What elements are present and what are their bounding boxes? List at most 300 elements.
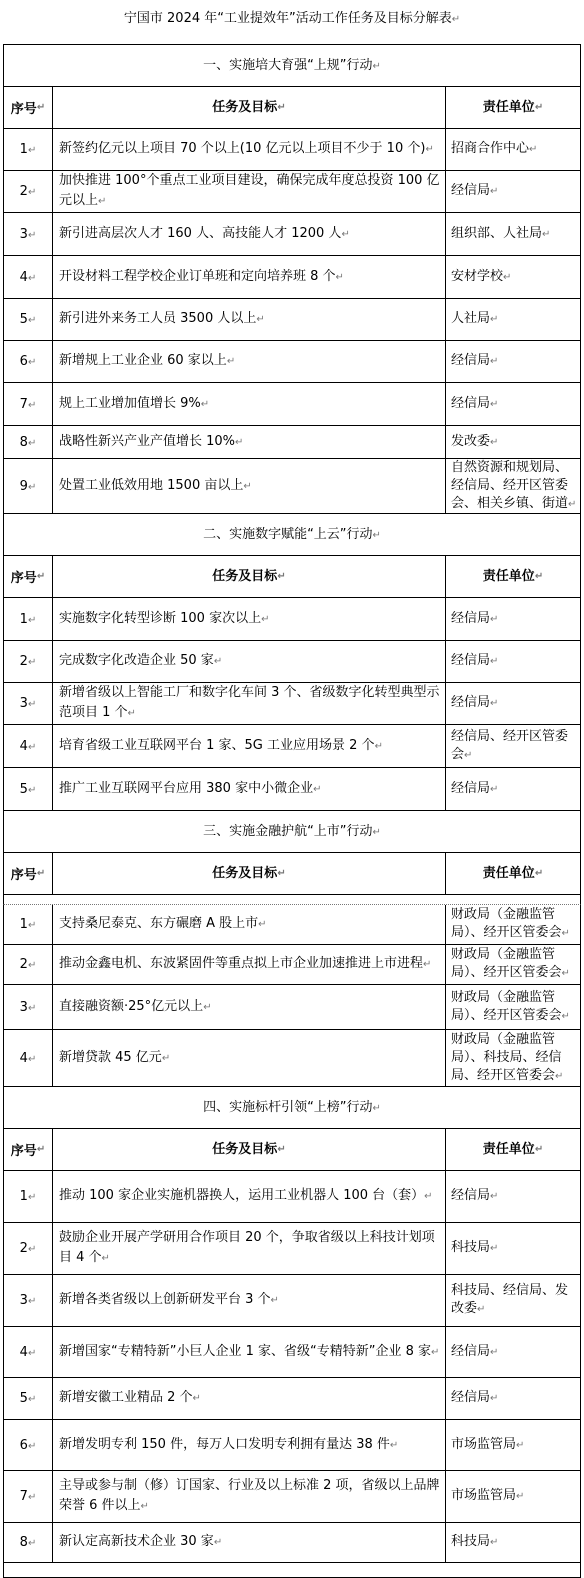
task-target-cell xyxy=(53,1030,446,1086)
row-number-cell xyxy=(4,945,53,984)
responsible-unit-content xyxy=(451,225,550,244)
task-target-content xyxy=(59,394,209,415)
section-heading-text: 三、实施金融护航“上市”行动 xyxy=(203,824,373,839)
paragraph-mark: ↵ xyxy=(27,1244,37,1255)
paragraph-mark: ↵ xyxy=(98,196,107,207)
responsible-unit-cell xyxy=(446,1420,580,1470)
row-number-cell xyxy=(4,129,53,170)
section-heading xyxy=(4,45,580,87)
row-number-content xyxy=(20,1051,37,1066)
section-heading xyxy=(4,1087,580,1129)
paragraph-mark: ↵ xyxy=(27,1440,37,1452)
column-header-unit xyxy=(446,853,580,894)
task-target-content xyxy=(59,351,235,372)
responsible-unit-content xyxy=(451,268,511,287)
responsible-unit-content xyxy=(451,1239,498,1258)
paragraph-mark: ↵ xyxy=(561,1010,570,1022)
row-number-cell xyxy=(4,341,53,382)
responsible-unit-cell xyxy=(446,945,580,984)
responsible-unit: 经信局 xyxy=(451,610,491,626)
row-number: 7 xyxy=(19,396,28,412)
paragraph-mark: ↵ xyxy=(490,1191,499,1202)
task-target-cell xyxy=(53,213,446,255)
column-header-row xyxy=(4,556,580,598)
paragraph-mark: ↵ xyxy=(534,867,544,879)
row-number-cell xyxy=(4,768,53,810)
row-number-content xyxy=(20,270,37,285)
row-number: 3 xyxy=(19,1293,28,1308)
paragraph-mark: ↵ xyxy=(270,1295,279,1306)
column-header-unit xyxy=(446,1129,580,1170)
row-number: 4 xyxy=(19,1050,28,1066)
row-number-content xyxy=(20,612,37,627)
paragraph-mark: ↵ xyxy=(27,1002,37,1014)
table-row xyxy=(4,598,580,641)
responsible-unit: 经信局 xyxy=(451,1188,491,1203)
paragraph-mark: ↵ xyxy=(313,783,322,795)
row-number: 3 xyxy=(19,226,28,242)
responsible-unit-cell xyxy=(446,1223,580,1274)
responsible-unit-content xyxy=(451,1187,498,1206)
paragraph-mark: ↵ xyxy=(490,613,499,625)
table-row xyxy=(4,459,580,514)
column-header-no-text: 序号 xyxy=(10,571,37,586)
table-row xyxy=(4,768,580,811)
table-row xyxy=(4,945,580,985)
paragraph-mark: ↵ xyxy=(235,436,244,448)
task-target-content xyxy=(59,267,344,288)
paragraph-mark: ↵ xyxy=(431,1346,440,1358)
responsible-unit-content xyxy=(451,1343,498,1362)
task-target: 支持桑尼泰克、东方碾磨 A 股上市 xyxy=(59,916,259,931)
responsible-unit: 财政局（金融监管局）、经开区管委会 xyxy=(451,907,562,940)
paragraph-mark: ↵ xyxy=(27,614,37,626)
row-number-cell xyxy=(4,256,53,298)
paragraph-mark: ↵ xyxy=(27,657,37,668)
paragraph-mark: ↵ xyxy=(127,708,136,719)
paragraph-mark: ↵ xyxy=(36,1144,46,1155)
column-header-unit-text: 责任单位 xyxy=(482,568,535,584)
paragraph-mark: ↵ xyxy=(516,1491,525,1502)
responsible-unit: 发改委 xyxy=(451,433,491,449)
task-target-cell xyxy=(53,905,446,944)
row-number: 4 xyxy=(19,269,28,285)
task-target: 处置工业低效用地 1500 亩以上 xyxy=(59,477,244,493)
row-number-content xyxy=(20,739,37,754)
task-target-content xyxy=(59,1228,441,1269)
paragraph-mark: ↵ xyxy=(36,868,46,879)
task-target-content xyxy=(59,171,441,212)
paragraph-mark: ↵ xyxy=(490,436,499,448)
paragraph-mark: ↵ xyxy=(226,356,236,367)
row-number: 8 xyxy=(19,434,28,450)
task-target: 培育省级工业互联网平台 1 家、5G 工业应用场景 2 个 xyxy=(59,737,375,753)
column-header-unit xyxy=(446,87,580,128)
table-row xyxy=(4,1030,580,1087)
responsible-unit: 经信局 xyxy=(451,1343,491,1359)
column-header-no xyxy=(4,556,53,597)
row-number-cell xyxy=(4,598,53,640)
paragraph-mark: ↵ xyxy=(490,314,499,325)
paragraph-mark: ↵ xyxy=(27,784,37,796)
row-number-content xyxy=(20,917,37,932)
row-number: 3 xyxy=(19,999,28,1015)
responsible-unit-content xyxy=(451,395,498,414)
paragraph-mark: ↵ xyxy=(490,398,499,410)
task-target: 新认定高新技术企业 30 家 xyxy=(59,1534,214,1549)
responsible-unit-content xyxy=(451,1533,498,1552)
column-header-no xyxy=(4,1129,53,1170)
responsible-unit: 安材学校 xyxy=(451,268,504,284)
paragraph-mark: ↵ xyxy=(261,613,270,625)
task-target: 加快推进 100°个重点工业项目建设，确保完成年度总投资 100 亿元以上 xyxy=(59,173,440,208)
column-header-no xyxy=(4,87,53,128)
row-number: 2 xyxy=(19,957,28,972)
paragraph-mark: ↵ xyxy=(213,656,223,667)
row-number-cell xyxy=(4,683,53,724)
task-target: 完成数字化改造企业 50 家 xyxy=(59,653,214,668)
paragraph-mark: ↵ xyxy=(490,1243,499,1254)
task-target-content xyxy=(59,224,350,245)
paragraph-mark: ↵ xyxy=(27,1538,37,1549)
task-target-content xyxy=(59,997,212,1018)
responsible-unit-content xyxy=(451,433,498,452)
task-target-cell xyxy=(53,1223,446,1274)
task-target-cell xyxy=(53,1523,446,1562)
paragraph-mark: ↵ xyxy=(490,1537,499,1548)
column-header-no-text: 序号 xyxy=(10,868,37,883)
column-header-unit-text: 责任单位 xyxy=(482,99,535,115)
paragraph-mark: ↵ xyxy=(101,1253,110,1264)
row-number-content xyxy=(20,1438,37,1453)
row-number: 8 xyxy=(19,1535,28,1550)
task-target: 新引进外来务工人员 3500 人以上 xyxy=(59,311,257,326)
responsible-unit-content xyxy=(451,1436,524,1455)
task-target-cell xyxy=(53,171,446,212)
row-number-content xyxy=(20,435,37,450)
row-number-content xyxy=(20,184,37,199)
paragraph-mark: ↵ xyxy=(36,102,46,113)
table-row xyxy=(4,1523,580,1563)
column-header-unit xyxy=(446,556,580,597)
task-target-cell xyxy=(53,1420,446,1470)
column-header-task-text: 任务及目标 xyxy=(212,568,278,584)
paragraph-mark: ↵ xyxy=(424,1191,433,1202)
paragraph-mark: ↵ xyxy=(27,1394,37,1405)
task-target-content xyxy=(59,914,267,935)
task-target: 主导或参与制（修）订国家、行业及以上标准 2 项，省级以上品牌荣誉 6 件以上 xyxy=(59,1478,440,1513)
paragraph-mark: ↵ xyxy=(555,1070,564,1082)
row-number-cell xyxy=(4,1223,53,1274)
row-number: 9 xyxy=(19,478,28,494)
row-number-cell xyxy=(4,213,53,255)
task-target: 新增国家“专精特新”小巨人企业 1 家、省级“专精特新”企业 8 家 xyxy=(59,1343,432,1359)
table-part-1 xyxy=(3,44,581,904)
task-target: 推动 100 家企业实施机器换人，运用工业机器人 100 台（套） xyxy=(59,1188,425,1203)
row-number-cell xyxy=(4,1378,53,1419)
paragraph-mark: ↵ xyxy=(27,1347,37,1359)
paragraph-mark: ↵ xyxy=(451,14,461,25)
table-row xyxy=(4,383,580,426)
paragraph-mark: ↵ xyxy=(277,101,286,113)
paragraph-mark: ↵ xyxy=(490,698,499,709)
row-number-cell xyxy=(4,1420,53,1470)
responsible-unit-content xyxy=(451,1031,578,1086)
paragraph-mark: ↵ xyxy=(490,356,499,367)
row-number-cell xyxy=(4,459,53,513)
paragraph-mark: ↵ xyxy=(277,570,286,582)
table-row xyxy=(4,213,580,256)
row-number: 1 xyxy=(19,1189,28,1204)
document-title xyxy=(0,0,584,44)
responsible-unit-cell xyxy=(446,1030,580,1086)
paragraph-mark: ↵ xyxy=(27,357,37,368)
paragraph-mark: ↵ xyxy=(490,1393,499,1404)
task-target-cell xyxy=(53,945,446,984)
responsible-unit: 经信局 xyxy=(451,353,491,368)
task-target-cell xyxy=(53,641,446,682)
responsible-unit-content xyxy=(451,182,498,201)
task-target-content xyxy=(59,1388,201,1409)
responsible-unit: 经信局、经开区管委会 xyxy=(451,728,569,762)
column-header-row xyxy=(4,87,580,129)
task-target-cell xyxy=(53,426,446,458)
task-target-content xyxy=(59,476,252,497)
table-part-2 xyxy=(3,904,581,1578)
paragraph-mark: ↵ xyxy=(27,272,37,284)
paragraph-mark: ↵ xyxy=(27,1192,37,1203)
row-number-content xyxy=(20,1000,37,1015)
paragraph-mark: ↵ xyxy=(534,1143,544,1155)
row-number-cell xyxy=(4,725,53,767)
paragraph-mark: ↵ xyxy=(490,1346,499,1358)
task-target-cell xyxy=(53,129,446,170)
responsible-unit-cell xyxy=(446,171,580,212)
task-target-cell xyxy=(53,459,446,513)
table-row xyxy=(4,725,580,768)
paragraph-mark: ↵ xyxy=(27,437,37,449)
paragraph-mark: ↵ xyxy=(27,1492,37,1503)
row-number-cell xyxy=(4,1275,53,1326)
task-target-cell xyxy=(53,725,446,767)
column-header-task-text: 任务及目标 xyxy=(212,99,278,115)
paragraph-mark: ↵ xyxy=(140,1501,149,1512)
responsible-unit-cell xyxy=(446,985,580,1029)
table-row xyxy=(4,299,580,341)
responsible-unit: 市场监管局 xyxy=(451,1436,517,1452)
row-number-content xyxy=(20,397,37,412)
responsible-unit: 科技局 xyxy=(451,1240,491,1255)
row-number: 1 xyxy=(19,611,28,627)
paragraph-mark: ↵ xyxy=(335,271,344,283)
responsible-unit: 科技局、经信局、发改委 xyxy=(451,1283,569,1316)
document-title-text: 宁国市 2024 年“工业提效年”活动工作任务及目标分解表 xyxy=(123,11,452,26)
table-row xyxy=(4,905,580,945)
responsible-unit: 招商合作中心 xyxy=(451,141,530,156)
task-target: 新增贷款 45 亿元 xyxy=(59,1049,162,1065)
task-target-content xyxy=(59,309,265,330)
row-number-cell xyxy=(4,171,53,212)
task-target-cell xyxy=(53,256,446,298)
responsible-unit: 经信局 xyxy=(451,653,491,668)
table-row xyxy=(4,641,580,683)
task-target-cell xyxy=(53,683,446,724)
responsible-unit-cell xyxy=(446,256,580,298)
task-target-content xyxy=(59,432,243,453)
paragraph-mark: ↵ xyxy=(27,399,37,411)
paragraph-mark: ↵ xyxy=(36,571,46,582)
paragraph-mark: ↵ xyxy=(27,229,37,241)
paragraph-mark: ↵ xyxy=(27,1053,37,1065)
task-target: 推广工业互联网平台应用 380 家中小微企业 xyxy=(59,780,314,796)
responsible-unit-cell xyxy=(446,1275,580,1326)
task-target-content xyxy=(59,1476,441,1517)
row-number-content xyxy=(20,782,37,797)
paragraph-mark: ↵ xyxy=(27,741,37,753)
paragraph-mark: ↵ xyxy=(423,959,432,970)
responsible-unit-cell xyxy=(446,1471,580,1522)
responsible-unit-cell xyxy=(446,426,580,458)
table-row xyxy=(4,1471,580,1523)
paragraph-mark: ↵ xyxy=(213,1537,223,1548)
row-number-content xyxy=(20,1535,37,1550)
task-target-content xyxy=(59,736,383,757)
paragraph-mark: ↵ xyxy=(256,314,265,325)
responsible-unit-cell xyxy=(446,1523,580,1562)
row-number-content xyxy=(20,354,37,369)
row-number: 1 xyxy=(19,917,28,932)
paragraph-mark: ↵ xyxy=(372,1103,381,1114)
task-target-content xyxy=(59,1435,398,1456)
row-number-content xyxy=(20,957,37,972)
task-target-cell xyxy=(53,598,446,640)
row-number-content xyxy=(20,479,37,494)
responsible-unit-cell xyxy=(446,341,580,382)
responsible-unit: 经信局 xyxy=(451,183,491,198)
column-header-no xyxy=(4,853,53,894)
row-number-content xyxy=(20,1489,37,1504)
responsible-unit-cell xyxy=(446,213,580,255)
task-target-cell xyxy=(53,1171,446,1222)
task-target-content xyxy=(59,1186,433,1207)
responsible-unit: 经信局 xyxy=(451,780,491,796)
task-target-content xyxy=(59,779,321,800)
paragraph-mark: ↵ xyxy=(490,186,499,197)
responsible-unit-content xyxy=(451,310,498,329)
row-number: 6 xyxy=(19,1437,28,1453)
paragraph-mark: ↵ xyxy=(503,271,512,283)
table-row xyxy=(4,1420,580,1471)
responsible-unit-content xyxy=(451,459,578,514)
task-target: 战略性新兴产业产值增长 10% xyxy=(59,433,236,449)
responsible-unit: 人社局 xyxy=(451,311,491,326)
responsible-unit: 经信局 xyxy=(451,1390,491,1405)
task-target-cell xyxy=(53,1327,446,1377)
column-header-task-text: 任务及目标 xyxy=(212,1141,278,1157)
table-row xyxy=(4,426,580,459)
responsible-unit-content xyxy=(451,694,498,713)
column-header-unit-text: 责任单位 xyxy=(482,1141,535,1157)
task-target-cell xyxy=(53,383,446,425)
section-heading-text: 一、实施培大育强“上规”行动 xyxy=(203,58,373,73)
task-target: 新引进高层次人才 160 人、高技能人才 1200 人 xyxy=(59,225,342,241)
paragraph-mark: ↵ xyxy=(490,783,499,795)
paragraph-mark: ↵ xyxy=(27,920,37,931)
row-number-cell xyxy=(4,383,53,425)
row-number-cell xyxy=(4,1030,53,1086)
paragraph-mark: ↵ xyxy=(464,749,473,761)
task-target-content xyxy=(59,139,434,160)
responsible-unit-content xyxy=(451,1282,578,1319)
task-target-content xyxy=(59,954,431,975)
row-number: 6 xyxy=(19,354,28,369)
task-target: 新签约亿元以上项目 70 个以上(10 亿元以上项目不少于 10 个) xyxy=(59,141,426,156)
table-row xyxy=(4,1378,580,1420)
paragraph-mark: ↵ xyxy=(374,740,383,752)
paragraph-mark: ↵ xyxy=(27,187,37,198)
row-number-content xyxy=(20,1391,37,1406)
column-header-no-text: 序号 xyxy=(10,102,37,117)
row-number-content xyxy=(20,654,37,669)
responsible-unit: 财政局（金融监管局）、经开区管委会 xyxy=(451,947,562,980)
paragraph-mark: ↵ xyxy=(277,1143,286,1155)
column-header-task xyxy=(53,556,446,597)
row-number: 5 xyxy=(19,1391,28,1406)
responsible-unit: 经信局 xyxy=(451,695,491,710)
paragraph-mark: ↵ xyxy=(477,1304,486,1315)
row-number-content xyxy=(20,696,37,711)
task-target-content xyxy=(59,1342,439,1363)
section-heading-text: 二、实施数字赋能“上云”行动 xyxy=(203,527,373,542)
task-target-content xyxy=(59,683,441,724)
task-target: 推动金鑫电机、东波紧固件等重点拟上市企业加速推进上市进程 xyxy=(59,956,424,971)
task-target: 实施数字化转型诊断 100 家次以上 xyxy=(59,610,262,626)
task-target: 新增规上工业企业 60 家以上 xyxy=(59,353,227,368)
paragraph-mark: ↵ xyxy=(568,498,577,510)
responsible-unit-content xyxy=(451,652,498,671)
responsible-unit-content xyxy=(451,140,537,159)
row-number-cell xyxy=(4,299,53,340)
row-number: 7 xyxy=(19,1489,28,1504)
row-number-cell xyxy=(4,426,53,458)
row-number-cell xyxy=(4,641,53,682)
responsible-unit-cell xyxy=(446,683,580,724)
paragraph-mark: ↵ xyxy=(27,481,37,493)
table-row xyxy=(4,256,580,299)
responsible-unit-content xyxy=(451,1487,524,1506)
row-number: 2 xyxy=(19,1241,28,1256)
paragraph-mark: ↵ xyxy=(372,530,381,541)
paragraph-mark: ↵ xyxy=(243,480,252,492)
responsible-unit-content xyxy=(451,906,578,943)
task-target: 新增发明专利 150 件，每万人口发明专利拥有量达 38 件 xyxy=(59,1436,390,1452)
task-target: 新增安徽工业精品 2 个 xyxy=(59,1390,193,1405)
paragraph-mark: ↵ xyxy=(534,101,544,113)
task-target-cell xyxy=(53,341,446,382)
table-row xyxy=(4,341,580,383)
row-number-content xyxy=(20,312,37,327)
column-header-task xyxy=(53,87,446,128)
column-header-task-text: 任务及目标 xyxy=(212,865,278,881)
task-target-cell xyxy=(53,1471,446,1522)
task-target-content xyxy=(59,1532,222,1553)
column-header-task xyxy=(53,853,446,894)
paragraph-mark: ↵ xyxy=(27,315,37,326)
row-number-content xyxy=(20,1345,37,1360)
responsible-unit-content xyxy=(451,728,578,765)
paragraph-mark: ↵ xyxy=(161,1052,171,1064)
table-row xyxy=(4,1327,580,1378)
